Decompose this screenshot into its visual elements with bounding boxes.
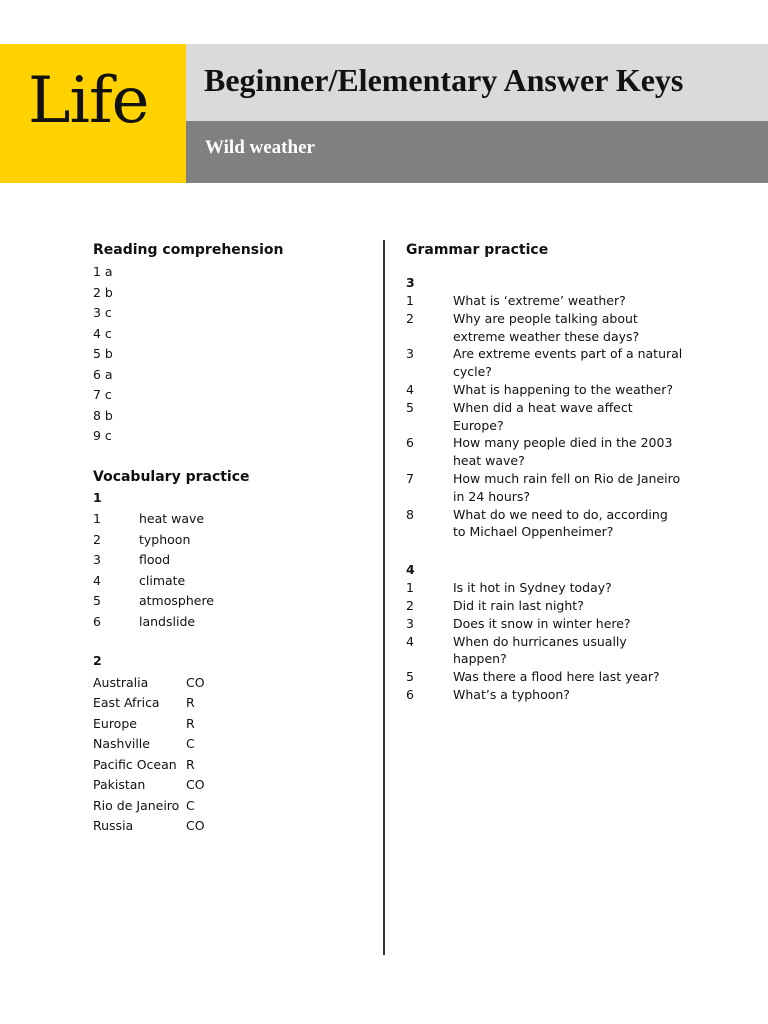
item-text: When did a heat wave affect Europe? — [453, 399, 633, 433]
grammar-ex3-number: 3 — [406, 275, 415, 290]
item-number: 4 — [93, 572, 101, 588]
item-number: 5 — [406, 669, 414, 685]
item-number: 6 — [406, 435, 414, 451]
list-item — [93, 775, 373, 796]
item-number: 3 — [406, 346, 414, 362]
list-item — [93, 714, 373, 735]
item-text: What is happening to the weather? — [453, 381, 674, 397]
reading-answer: 6 a — [93, 366, 113, 382]
item-word: atmosphere — [139, 593, 214, 608]
reading-answers — [93, 262, 373, 447]
list-item — [93, 816, 373, 837]
item-number: 6 — [93, 613, 101, 629]
list-item — [93, 530, 373, 551]
place-code: C — [186, 736, 195, 751]
item-word: heat wave — [139, 511, 205, 526]
item-text: What’s a typhoon? — [453, 686, 570, 702]
item-text: How many people died in the 2003 heat wave? — [453, 435, 673, 469]
place-name: Australia — [93, 674, 149, 690]
list-item — [406, 381, 696, 399]
logo-box — [0, 44, 186, 183]
item-text: Was there a flood here last year? — [453, 669, 660, 685]
grammar-ex4-list — [406, 579, 696, 704]
reading-heading: Reading comprehension — [93, 242, 284, 258]
page-header — [0, 44, 768, 183]
item-word: landslide — [139, 613, 196, 629]
reading-answer: 7 c — [93, 387, 112, 402]
place-code: R — [186, 715, 195, 731]
vocabulary-heading: Vocabulary practice — [93, 468, 250, 485]
place-name: Pakistan — [93, 777, 146, 792]
grammar-ex3-list — [406, 292, 696, 541]
item-number: 1 — [406, 580, 414, 596]
grammar-ex4-number: 4 — [406, 562, 415, 578]
list-item — [93, 673, 373, 694]
item-number: 7 — [406, 470, 414, 486]
item-number: 4 — [406, 381, 414, 397]
title-band — [186, 44, 768, 121]
list-item — [406, 506, 696, 542]
list-item — [93, 591, 373, 612]
list-item — [406, 345, 696, 381]
left-column — [93, 240, 373, 837]
list-item — [406, 434, 696, 470]
item-number: 8 — [406, 506, 414, 522]
item-text: What do we need to do, according to Michael Oppenheimer? — [453, 506, 668, 540]
place-code: CO — [186, 777, 205, 792]
item-number: 5 — [406, 399, 414, 415]
grammar-heading: Grammar practice — [406, 242, 549, 258]
reading-answer: 9 c — [93, 428, 112, 443]
place-code: CO — [186, 818, 205, 833]
place-name: Rio de Janeiro — [93, 797, 180, 813]
item-text: Is it hot in Sydney today? — [453, 580, 612, 596]
item-number: 6 — [406, 686, 414, 702]
place-code: C — [186, 797, 195, 813]
list-item — [93, 571, 373, 592]
list-item — [406, 470, 696, 506]
item-word: typhoon — [139, 531, 191, 547]
list-item — [406, 633, 696, 669]
list-item — [93, 612, 373, 633]
item-text: Why are people talking about extreme weather these days? — [453, 310, 640, 344]
reading-answer: 8 b — [93, 407, 113, 423]
place-code: R — [186, 756, 195, 772]
logo: Life — [28, 64, 149, 138]
reading-answer: 3 c — [93, 305, 112, 320]
list-item — [406, 399, 696, 435]
vocab-ex2-number: 2 — [93, 653, 102, 668]
reading-answer: 1 a — [93, 264, 113, 279]
item-number: 2 — [406, 597, 414, 613]
list-item — [93, 796, 373, 817]
page-subtitle: Wild weather — [205, 137, 315, 158]
list-item — [406, 686, 696, 704]
item-number: 3 — [406, 615, 414, 631]
list-item — [93, 693, 373, 714]
item-number: 3 — [93, 552, 101, 567]
place-name: Russia — [93, 818, 134, 833]
list-item — [406, 668, 696, 686]
place-name: Nashville — [93, 736, 150, 751]
item-number: 1 — [406, 293, 414, 308]
list-item — [406, 597, 696, 615]
item-text: What is ‘extreme’ weather? — [453, 293, 626, 308]
page-title: Beginner/Elementary Answer Keys — [204, 62, 684, 98]
subtitle-band — [186, 121, 768, 183]
item-text: Does it snow in winter here? — [453, 615, 631, 631]
item-text: When do hurricanes usually happen? — [453, 633, 627, 667]
item-number: 2 — [406, 310, 414, 326]
reading-answer: 4 c — [93, 325, 112, 341]
place-code: CO — [186, 674, 205, 690]
list-item — [93, 509, 373, 530]
list-item — [93, 755, 373, 776]
item-word: climate — [139, 572, 186, 588]
list-item — [406, 310, 696, 346]
item-number: 5 — [93, 593, 101, 608]
item-text: Are extreme events part of a natural cycle? — [453, 346, 683, 380]
vocab-ex1-list — [93, 509, 373, 632]
vocab-ex2-list — [93, 673, 373, 837]
item-text: Did it rain last night? — [453, 597, 584, 613]
list-item — [406, 579, 696, 597]
item-number: 1 — [93, 511, 101, 526]
list-item — [93, 550, 373, 571]
list-item — [406, 615, 696, 633]
place-code: R — [186, 695, 195, 710]
item-number: 4 — [406, 633, 414, 649]
place-name: Europe — [93, 715, 137, 731]
item-number: 2 — [93, 531, 101, 547]
list-item — [406, 292, 696, 310]
item-word: flood — [139, 552, 171, 567]
place-name: Pacific Ocean — [93, 756, 177, 772]
item-text: How much rain fell on Rio de Janeiro in 24 hours? — [453, 470, 681, 504]
right-column — [406, 240, 696, 704]
column-divider — [383, 240, 385, 955]
reading-answer: 2 b — [93, 284, 113, 300]
list-item — [93, 734, 373, 755]
place-name: East Africa — [93, 695, 160, 710]
reading-answer: 5 b — [93, 346, 113, 361]
vocab-ex1-number: 1 — [93, 489, 102, 505]
